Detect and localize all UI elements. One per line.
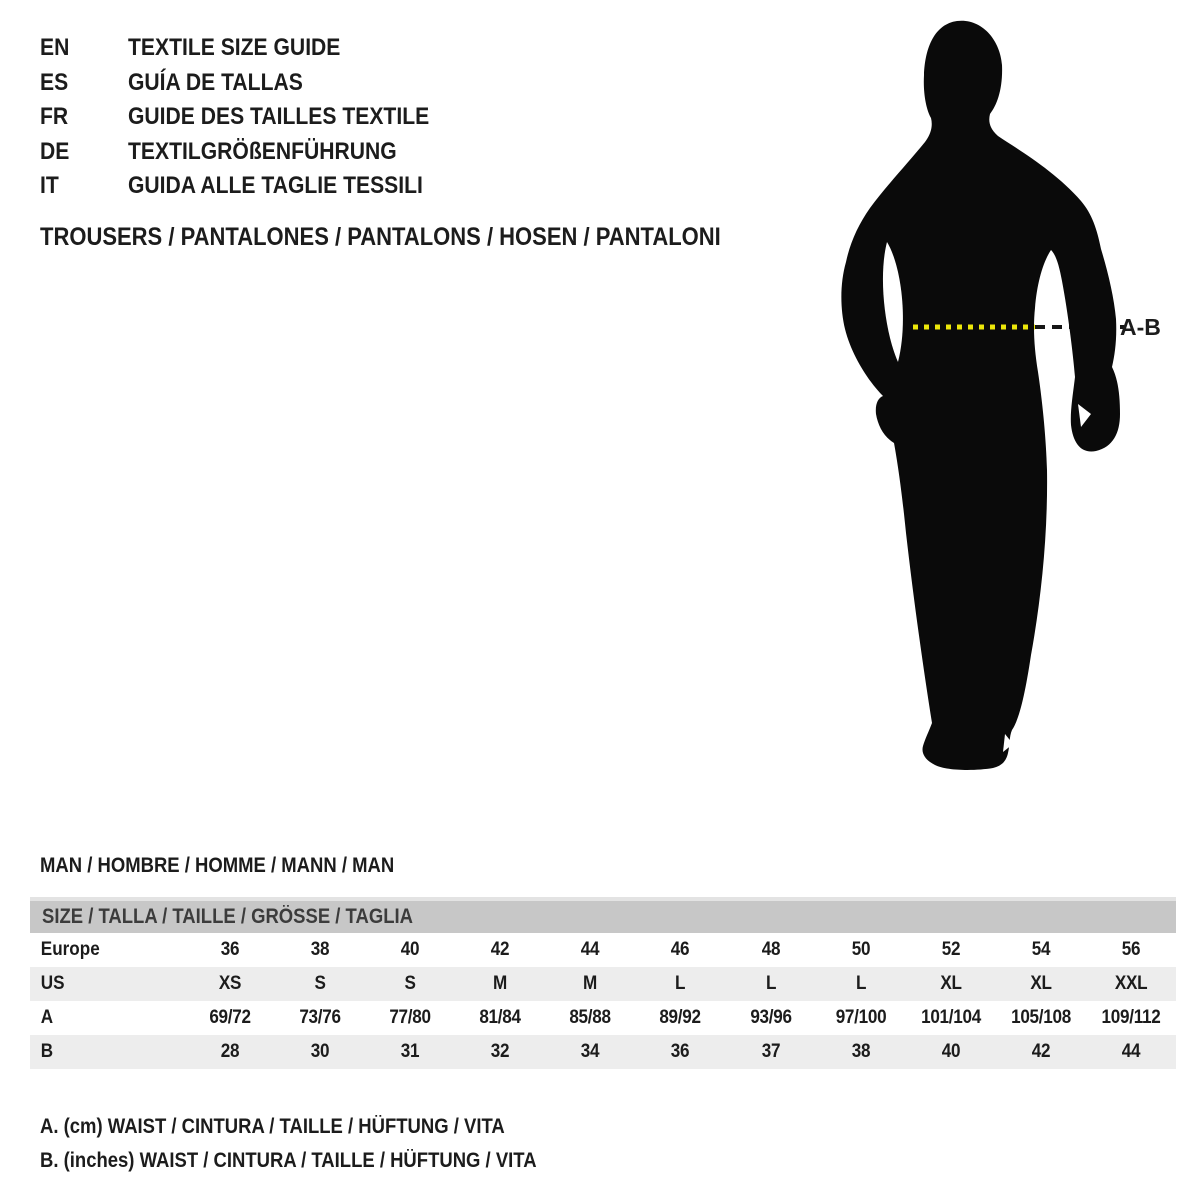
language-row-fr <box>40 100 470 135</box>
footnote-b-text: B. (inches) WAIST / CINTURA / TAILLE / HÜFTUNG / VITA <box>40 1149 537 1172</box>
footnote-b <box>40 1144 604 1178</box>
man-silhouette-figure <box>835 15 1165 780</box>
size-cell: 93/96 <box>749 1007 792 1028</box>
size-cell: 97/100 <box>835 1007 887 1028</box>
table-row-b-inches <box>30 1035 1176 1069</box>
size-table-header-text: SIZE / TALLA / TAILLE / GRÖSSE / TAGLIA <box>42 905 413 928</box>
size-cell: 69/72 <box>209 1007 251 1028</box>
size-cell: XL <box>1030 973 1052 994</box>
garment-category-text: TROUSERS / PANTALONES / PANTALONS / HOSEN / PANTALONI <box>40 222 721 251</box>
size-cell: 42 <box>1031 1041 1051 1062</box>
size-cell: 36 <box>220 939 240 960</box>
size-cell: 38 <box>851 1041 870 1062</box>
measurement-footnotes <box>40 1110 604 1178</box>
language-code: FR <box>40 103 69 131</box>
row-label: B <box>40 1041 54 1062</box>
size-cell: 81/84 <box>479 1007 522 1028</box>
size-cell: 34 <box>581 1041 600 1062</box>
size-cell: XXL <box>1114 973 1148 994</box>
garment-category-title <box>40 220 814 254</box>
language-title: GUIDA ALLE TAGLIE TESSILI <box>128 172 423 200</box>
size-cell: L <box>675 973 686 994</box>
size-cell: 40 <box>941 1041 961 1062</box>
table-row-europe <box>30 933 1176 967</box>
footnote-a-text: A. (cm) WAIST / CINTURA / TAILLE / HÜFTUNG / VITA <box>40 1115 505 1138</box>
size-table-header <box>30 897 1176 933</box>
language-row-de <box>40 135 470 170</box>
size-cell: 85/88 <box>569 1007 612 1028</box>
size-cell: 54 <box>1031 939 1051 960</box>
size-cell: 30 <box>310 1041 330 1062</box>
language-code: ES <box>40 68 69 96</box>
footnote-a <box>40 1110 604 1144</box>
size-cell: S <box>314 973 326 994</box>
table-row-us <box>30 967 1176 1001</box>
language-code: IT <box>40 172 59 200</box>
language-code: DE <box>40 137 70 165</box>
language-title: GUÍA DE TALLAS <box>128 68 303 96</box>
size-cell: 77/80 <box>389 1007 431 1028</box>
size-cell: 37 <box>761 1041 780 1062</box>
size-cell: L <box>765 973 776 994</box>
size-cell: XS <box>218 973 242 994</box>
language-title: GUIDE DES TAILLES TEXTILE <box>128 103 430 131</box>
size-cell: 89/92 <box>659 1007 702 1028</box>
size-cell: 52 <box>941 939 961 960</box>
row-label: A <box>40 1007 54 1028</box>
size-cell: 31 <box>400 1041 420 1062</box>
size-cell: 40 <box>400 939 420 960</box>
man-silhouette-svg <box>835 15 1165 780</box>
language-title-list <box>40 31 470 204</box>
language-row-it <box>40 169 470 204</box>
language-row-en <box>40 31 470 66</box>
size-cell: L <box>855 973 866 994</box>
size-cell: XL <box>940 973 962 994</box>
language-code: EN <box>40 34 70 62</box>
size-cell: 101/104 <box>920 1007 981 1028</box>
size-cell: 36 <box>671 1041 690 1062</box>
language-title: TEXTILE SIZE GUIDE <box>128 34 341 62</box>
size-cell: 42 <box>491 939 510 960</box>
size-cell: 105/108 <box>1010 1007 1071 1028</box>
size-cell: 48 <box>761 939 780 960</box>
size-cell: 109/112 <box>1101 1007 1161 1028</box>
size-cell: 32 <box>491 1041 510 1062</box>
table-row-a-cm <box>30 1001 1176 1035</box>
section-title-text: MAN / HOMBRE / HOMME / MANN / MAN <box>40 854 395 877</box>
language-row-es <box>40 66 470 101</box>
size-cell: 28 <box>220 1041 240 1062</box>
size-cell: 56 <box>1121 939 1141 960</box>
size-cell: M <box>493 973 508 994</box>
size-cell: 38 <box>310 939 330 960</box>
size-cell: 46 <box>671 939 690 960</box>
size-cell: 73/76 <box>299 1007 341 1028</box>
row-label: Europe <box>40 939 100 960</box>
section-title-man <box>40 850 442 882</box>
size-table <box>30 897 1176 1069</box>
language-title: TEXTILGRÖßENFÜHRUNG <box>128 137 397 165</box>
row-label: US <box>40 973 65 994</box>
size-cell: S <box>404 973 416 994</box>
size-cell: 44 <box>1121 1041 1141 1062</box>
size-cell: M <box>583 973 598 994</box>
size-cell: 44 <box>581 939 600 960</box>
waist-measure-label: A-B <box>1120 314 1161 340</box>
size-cell: 50 <box>851 939 870 960</box>
body-silhouette-path <box>841 21 1120 770</box>
